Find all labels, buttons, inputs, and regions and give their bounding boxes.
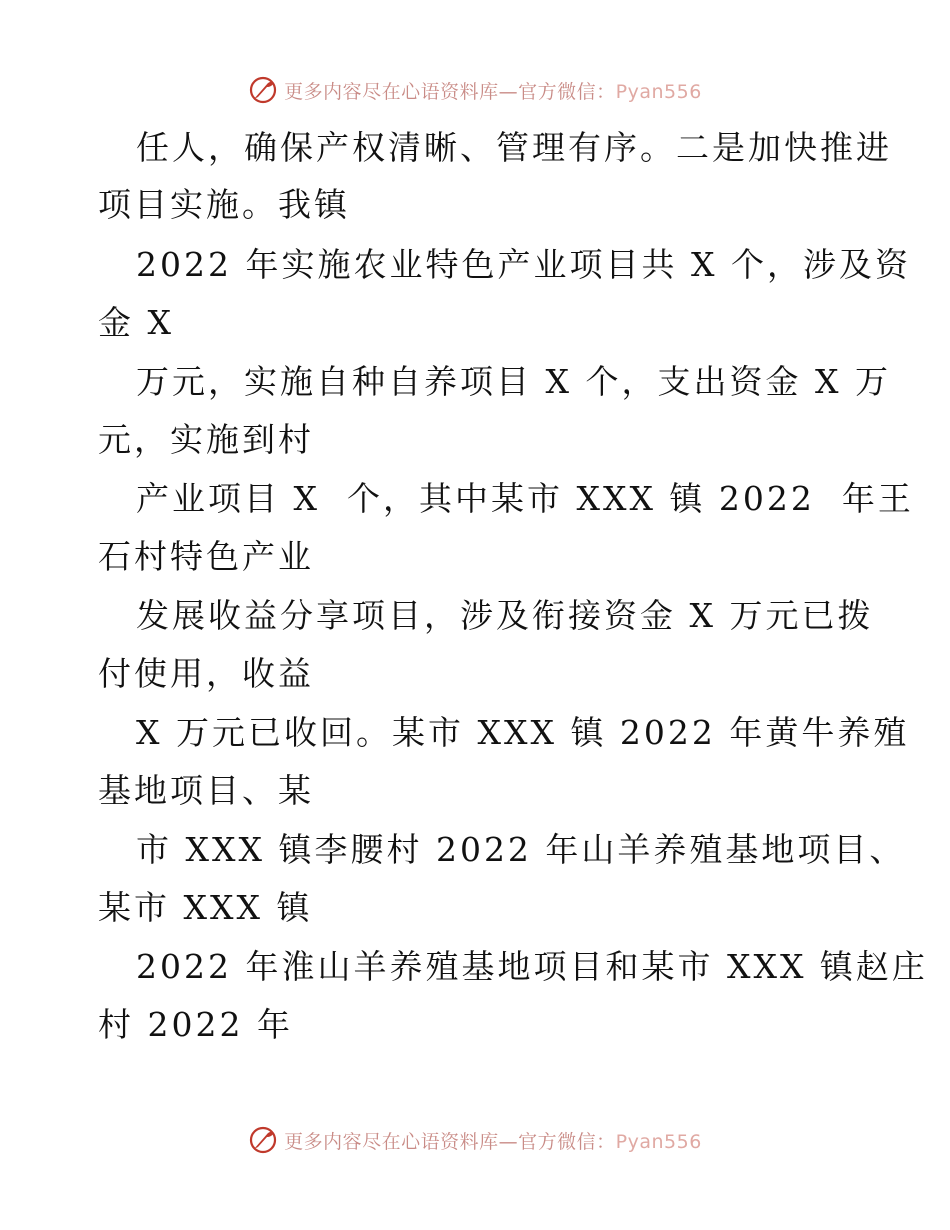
body-line: 任人，确保产权清晰、管理有序。二是加快推进 xyxy=(136,128,892,167)
header-watermark xyxy=(0,70,950,110)
body-line: 村 2022 年 xyxy=(98,1005,293,1044)
body-line: 万元，实施自种自养项目 X 个，支出资金 X 万 xyxy=(136,362,891,401)
body-line: 付使用，收益 xyxy=(98,654,314,693)
watermark-text: 更多内容尽在心语资料库—官方微信：Pyan556 xyxy=(284,80,702,103)
body-line: 项目实施。我镇 xyxy=(98,185,350,224)
body-line: 市 XXX 镇李腰村 2022 年山羊养殖基地项目、 xyxy=(136,830,906,869)
body-line: 基地项目、某 xyxy=(98,771,314,810)
quill-logo-icon xyxy=(248,1125,278,1155)
quill-logo-icon xyxy=(248,75,278,105)
body-line: 某市 XXX 镇 xyxy=(98,888,313,927)
watermark-text: 更多内容尽在心语资料库—官方微信：Pyan556 xyxy=(284,1130,702,1153)
body-line: 发展收益分享项目，涉及衔接资金 X 万元已拨 xyxy=(136,596,874,635)
footer-watermark xyxy=(0,1120,950,1160)
body-line: 2022 年实施农业特色产业项目共 X 个，涉及资 xyxy=(136,245,911,284)
body-line: 2022 年淮山羊养殖基地项目和某市 XXX 镇赵庄 xyxy=(136,947,928,986)
body-line: X 万元已收回。某市 XXX 镇 2022 年黄牛养殖 xyxy=(136,713,910,752)
body-line: 石村特色产业 xyxy=(98,537,314,576)
body-line: 金 X xyxy=(98,303,174,342)
body-line: 元，实施到村 xyxy=(98,420,314,459)
body-line: 产业项目 X 个，其中某市 XXX 镇 2022 年王 xyxy=(136,479,914,518)
